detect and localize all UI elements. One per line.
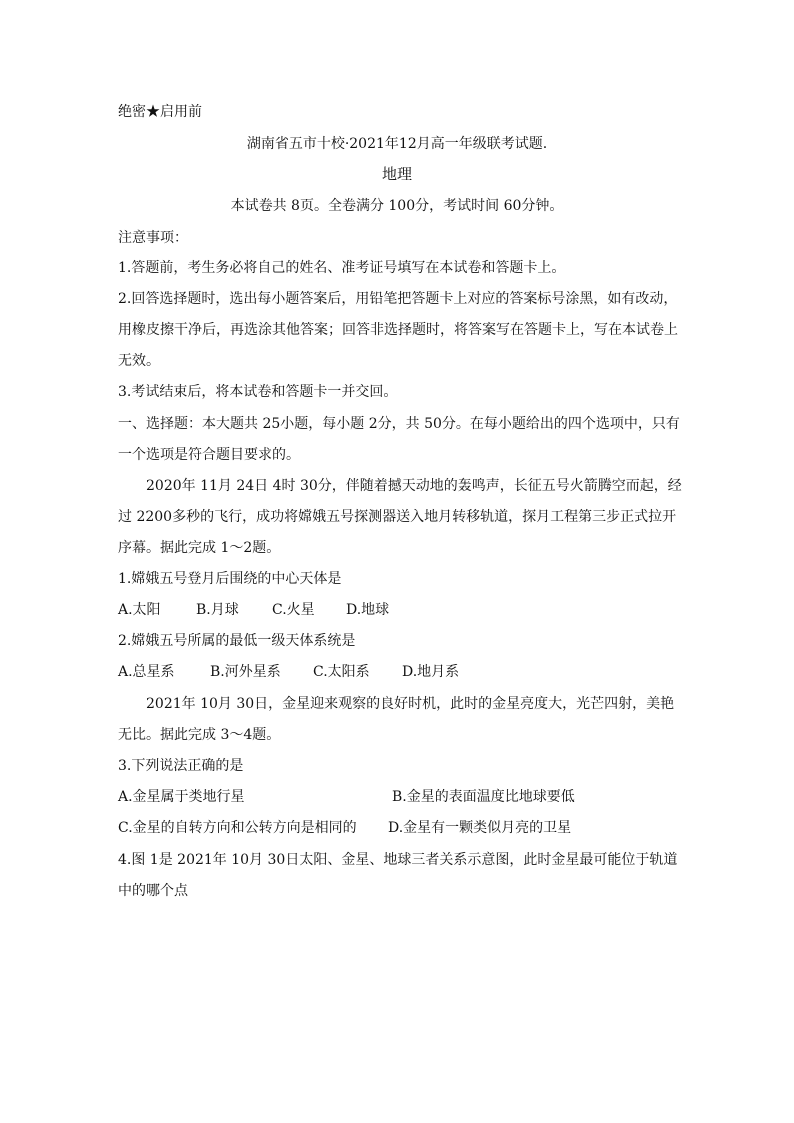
answer-option: B.金星的表面温度比地球要低 — [392, 789, 575, 805]
answer-option: D.金星有一颗类似月亮的卫星 — [388, 820, 572, 836]
passage-text: 2020年 11月 24日 4时 30分，伴随着撼天动地的轰鸣声，长征五号火箭腾空而起，经 — [146, 478, 682, 494]
answer-option: B.月球 — [196, 602, 239, 618]
answer-option: B.河外星系 — [210, 664, 281, 680]
question-stem: 4.图 1是 2021年 10月 30日太阳、金星、地球三者关系示意图，此时金星最可能位于轨道 — [118, 852, 678, 868]
answer-option: A.金星属于类地行星 — [118, 789, 245, 805]
answer-option: D.地球 — [346, 602, 390, 618]
passage-text: 无比。据此完成 3～4题。 — [118, 727, 281, 743]
note-item: 1.答题前，考生务必将自己的姓名、准考证号填写在本试卷和答题卡上。 — [118, 260, 566, 276]
note-item: 2.回答选择题时，选出每小题答案后，用铅笔把答题卡上对应的答案标号涂黑，如有改动， — [118, 291, 678, 307]
question-stem: 1.嫦娥五号登月后围绕的中心天体是 — [118, 571, 342, 587]
note-item: 无效。 — [118, 353, 160, 369]
question-stem: 中的哪个点 — [118, 883, 188, 899]
section-intro: 一、选择题：本大题共 25小题，每小题 2分，共 50分。在每小题给出的四个选项中，只有 — [118, 416, 680, 432]
note-item: 用橡皮擦干净后，再选涂其他答案；回答非选择题时，将答案写在答题卡上，写在本试卷上 — [118, 322, 678, 338]
answer-option: A.太阳 — [118, 602, 161, 618]
answer-option: C.火星 — [272, 602, 315, 618]
subject-title: 地理 — [381, 165, 412, 183]
passage-text: 2021年 10月 30日，金星迎来观察的良好时机，此时的金星亮度大，光芒四射，美艳 — [146, 696, 675, 712]
answer-option: D.地月系 — [402, 664, 460, 680]
passage-text: 序幕。据此完成 1～2题。 — [118, 540, 281, 556]
question-stem: 2.嫦娥五号所属的最低一级天体系统是 — [118, 633, 356, 649]
note-item: 3.考试结束后，将本试卷和答题卡一并交回。 — [118, 384, 398, 400]
answer-option: C.太阳系 — [313, 664, 370, 680]
exam-title: 湖南省五市十校·2021年12月高一年级联考试题. — [246, 136, 548, 152]
confidential-label: 绝密★启用前 — [118, 104, 202, 120]
exam-info: 本试卷共 8页。全卷满分 100分，考试时间 60分钟。 — [230, 198, 564, 214]
answer-option: C.金星的自转方向和公转方向是相同的 — [118, 820, 357, 836]
passage-text: 过 2200多秒的飞行，成功将嫦娥五号探测器送入地月转移轨道，探月工程第三步正式拉开 — [118, 509, 677, 525]
notes-heading: 注意事项： — [118, 230, 188, 246]
question-stem: 3.下列说法正确的是 — [118, 758, 244, 774]
answer-option: A.总星系 — [118, 664, 175, 680]
section-intro: 一个选项是符合题目要求的。 — [118, 447, 300, 463]
